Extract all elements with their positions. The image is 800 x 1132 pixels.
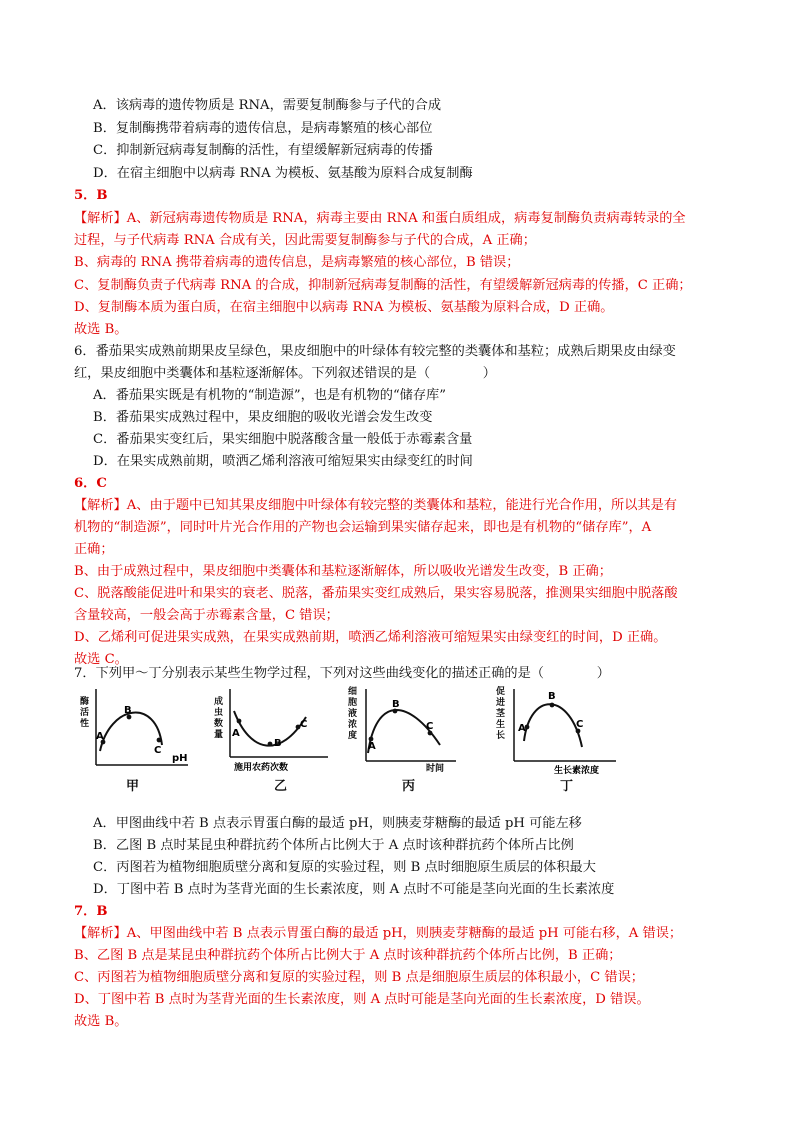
jia-label: 甲 bbox=[126, 779, 140, 794]
q5-analysis-line: B、病毒的 RNA 携带着病毒的遗传信息，是病毒繁殖的核心部位，B 错误； bbox=[74, 255, 520, 270]
q7-stem: 7．下列甲～丁分别表示某些生物学过程，下列对这些曲线变化的描述正确的是（ ） bbox=[74, 666, 610, 681]
q6-analysis-line: 含量较高，一般会高于赤霉素含量，C 错误； bbox=[74, 608, 339, 623]
q5-analysis-line: 过程，与子代病毒 RNA 合成有关，因此需要复制酶参与子代的合成，A 正确； bbox=[74, 233, 536, 248]
q6-analysis-line: C、脱落酸能促进叶和果实的衰老、脱落，番茄果实变红成熟后，果实容易脱落，推测果实细胞中脱落酸 bbox=[74, 586, 678, 601]
q6-analysis-line: 正确； bbox=[74, 542, 114, 557]
ding-label: 丁 bbox=[560, 779, 574, 794]
yi-xlabel: 施用农药次数 bbox=[234, 763, 289, 773]
bing-point-b: B bbox=[392, 699, 400, 710]
figure-ding bbox=[494, 687, 619, 801]
q6-stem: 6．番茄果实成熟前期果皮呈绿色，果皮细胞中的叶绿体有较完整的类囊体和基粒；成熟后期果皮由绿变 bbox=[74, 344, 676, 359]
q6-option-c: C．番茄果实变红后，果实细胞中脱落酸含量一般低于赤霉素含量 bbox=[93, 432, 473, 447]
figure-jia bbox=[76, 687, 191, 801]
q4-option-a: A．该病毒的遗传物质是 RNA，需要复制酶参与子代的合成 bbox=[93, 98, 442, 113]
jia-point-b: B bbox=[124, 705, 132, 716]
ding-point-c: C bbox=[576, 719, 584, 730]
yi-point-c: C bbox=[300, 719, 308, 730]
yi-point-b: B bbox=[274, 738, 282, 749]
jia-ylabel: 酶活性 bbox=[80, 697, 90, 729]
q7-option-a: A．甲图曲线中若 B 点表示胃蛋白酶的最适 pH，则胰麦芽糖酶的最适 pH 可能左移 bbox=[93, 816, 582, 831]
q5-analysis-line: C、复制酶负责子代病毒 RNA 的合成，抑制新冠病毒复制酶的活性，有望缓解新冠病毒的传播，C 正确； bbox=[74, 278, 692, 293]
ding-ylabel: 促进茎生长 bbox=[496, 687, 506, 741]
q6-option-a: A．番茄果实既是有机物的“制造源”，也是有机物的“储存库” bbox=[93, 388, 446, 403]
q5-analysis-line: 【解析】A、新冠病毒遗传物质是 RNA，病毒主要由 RNA 和蛋白质组成，病毒复制酶负责病毒转录的全 bbox=[74, 211, 686, 226]
q6-analysis-line: B、由于成熟过程中，果皮细胞中类囊体和基粒逐渐解体，所以吸收光谱发生改变，B 正确； bbox=[74, 564, 612, 579]
bing-ylabel: 细胞液浓度 bbox=[348, 687, 358, 741]
ding-xlabel: 生长素浓度 bbox=[554, 766, 600, 776]
q6-analysis-line: 机物的“制造源”，同时叶片光合作用的产物也会运输到果实储存起来，即也是有机物的“储存库”，A bbox=[74, 520, 652, 535]
q6-stem: 红，果皮细胞中类囊体和基粒逐渐解体。下列叙述错误的是（ ） bbox=[74, 366, 496, 381]
q7-analysis-line: 【解析】A、甲图曲线中若 B 点表示胃蛋白酶的最适 pH，则胰麦芽糖酶的最适 pH 可能右移，A 错误； bbox=[74, 926, 683, 941]
figure-yi-plot bbox=[210, 687, 330, 797]
yi-curve bbox=[234, 711, 306, 746]
ding-point-b: B bbox=[548, 691, 556, 702]
q7-answer: 7．B bbox=[74, 904, 108, 919]
q5-conclusion: 故选 B。 bbox=[74, 322, 128, 337]
figure-ding-plot bbox=[494, 687, 619, 797]
q6-analysis-line: D、乙烯利可促进果实成熟，在果实成熟前期，喷洒乙烯利溶液可缩短果实由绿变红的时间，D 正确。 bbox=[74, 630, 667, 645]
q7-analysis-line: B、乙图 B 点是某昆虫种群抗药个体所占比例大于 A 点时该种群抗药个体所占比例，B 正确； bbox=[74, 948, 622, 963]
yi-label: 乙 bbox=[274, 779, 288, 794]
bing-point-c: C bbox=[426, 721, 434, 732]
q4-option-c: C．抑制新冠病毒复制酶的活性，有望缓解新冠病毒的传播 bbox=[93, 143, 433, 158]
q7-option-b: B．乙图 B 点时某昆虫种群抗药个体所占比例大于 A 点时该种群抗药个体所占比例 bbox=[93, 838, 574, 853]
q6-option-b: B．番茄果实成熟过程中，果皮细胞的吸收光谱会发生改变 bbox=[93, 410, 433, 425]
figure-yi bbox=[210, 687, 330, 801]
q7-analysis-line: D、丁图中若 B 点时为茎背光面的生长素浓度，则 A 点时可能是茎向光面的生长素浓度，D 错误。 bbox=[74, 992, 650, 1007]
jia-point-c: C bbox=[154, 745, 162, 756]
ding-curve bbox=[524, 704, 582, 747]
figure-bing bbox=[346, 687, 461, 801]
q7-option-d: D．丁图中若 B 点时为茎背光面的生长素浓度，则 A 点时不可能是茎向光面的生长素浓度 bbox=[93, 882, 615, 897]
jia-xlabel: pH bbox=[172, 753, 188, 764]
q5-answer: 5．B bbox=[74, 188, 108, 203]
q6-answer: 6．C bbox=[74, 476, 107, 491]
q7-conclusion: 故选 B。 bbox=[74, 1014, 128, 1029]
bing-xlabel: 时间 bbox=[426, 764, 445, 774]
ding-point-a: A bbox=[518, 723, 526, 734]
q6-option-d: D．在果实成熟前期，喷洒乙烯利溶液可缩短果实由绿变红的时间 bbox=[93, 454, 473, 469]
q7-option-c: C．丙图若为植物细胞质壁分离和复原的实验过程，则 B 点时细胞原生质层的体积最大 bbox=[93, 860, 596, 875]
jia-point-a: A bbox=[96, 731, 104, 742]
bing-label: 丙 bbox=[402, 779, 416, 794]
q4-option-b: B．复制酶携带着病毒的遗传信息，是病毒繁殖的核心部位 bbox=[93, 121, 433, 136]
q6-conclusion: 故选 C。 bbox=[74, 652, 128, 667]
bing-point-a: A bbox=[368, 741, 376, 752]
q6-analysis-line: 【解析】A、由于题中已知其果皮细胞中叶绿体有较完整的类囊体和基粒，能进行光合作用，所以其是有 bbox=[74, 498, 677, 513]
q5-analysis-line: D、复制酶本质为蛋白质，在宿主细胞中以病毒 RNA 为模板、氨基酸为原料合成，D 正确。 bbox=[74, 300, 614, 315]
yi-point-a: A bbox=[232, 728, 240, 739]
q7-analysis-line: C、丙图若为植物细胞质壁分离和复原的实验过程，则 B 点是细胞原生质层的体积最小，C 错误； bbox=[74, 970, 644, 985]
q4-option-d: D．在宿主细胞中以病毒 RNA 为模板、氨基酸为原料合成复制酶 bbox=[93, 166, 473, 181]
yi-ylabel: 成虫数量 bbox=[214, 697, 224, 740]
